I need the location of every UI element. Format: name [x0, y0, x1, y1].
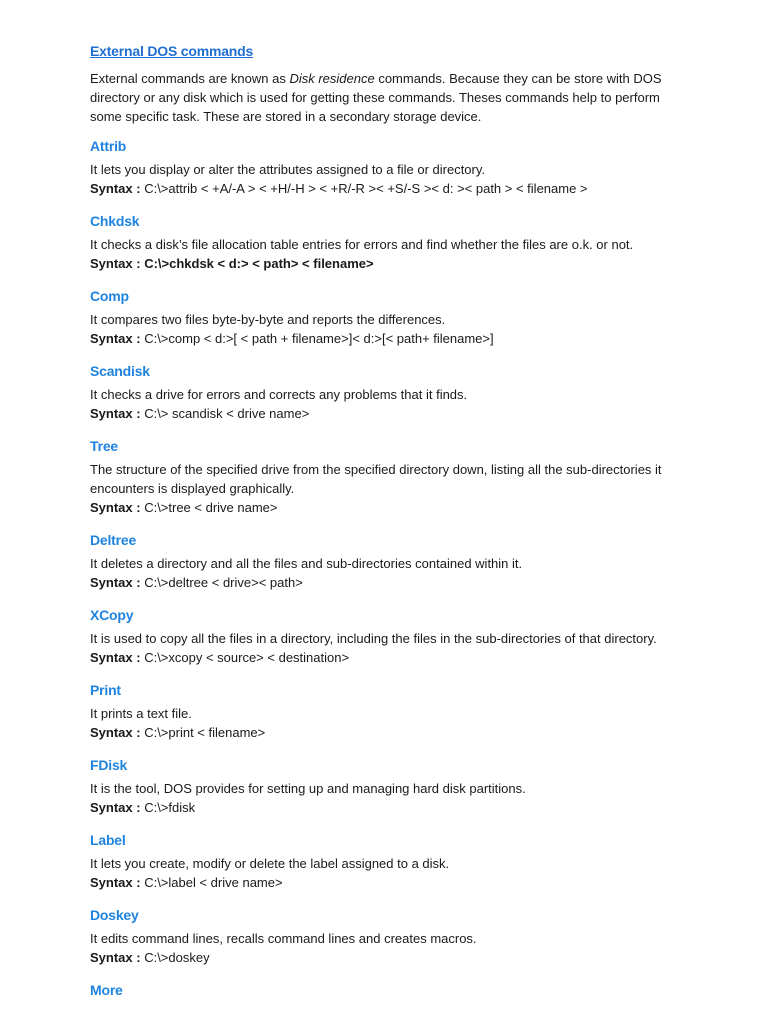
syntax-label: Syntax :: [90, 650, 145, 665]
intro-paragraph: [90, 69, 690, 126]
command-syntax: [90, 648, 690, 667]
syntax-label: Syntax :: [90, 725, 145, 740]
command-section-print: [90, 681, 690, 742]
syntax-value: C:\>attrib < +A/-A > < +H/-H > < +R/-R >< +S/-S >< d: >< path > < filename >: [144, 181, 588, 196]
command-heading: Print: [90, 682, 121, 698]
command-heading: FDisk: [90, 757, 128, 773]
command-description: It compares two files byte-by-byte and reports the differences.: [90, 312, 446, 327]
syntax-value: C:\>tree < drive name>: [144, 500, 278, 515]
intro-text-after: commands. Because they can be store with DOS directory or any disk which is used for getting these commands. Theses commands help to perform some specific task. These are stored in a secondary storage device.: [90, 71, 662, 124]
command-heading: Deltree: [90, 532, 137, 548]
command-syntax: [90, 404, 690, 423]
command-description: It is the tool, DOS provides for setting up and managing hard disk partitions.: [90, 781, 526, 796]
command-syntax: [90, 798, 690, 817]
syntax-label: Syntax :: [90, 950, 145, 965]
command-section-scandisk: [90, 362, 690, 423]
command-description: It lets you display or alter the attributes assigned to a file or directory.: [90, 162, 486, 177]
command-syntax: [90, 329, 690, 348]
syntax-value: C:\>doskey: [144, 950, 210, 965]
syntax-label: Syntax :: [90, 575, 145, 590]
command-heading: Label: [90, 832, 126, 848]
syntax-label: Syntax :: [90, 500, 145, 515]
command-description: It edits command lines, recalls command lines and creates macros.: [90, 931, 477, 946]
command-section-doskey: [90, 906, 690, 967]
command-heading: Comp: [90, 288, 129, 304]
command-heading: Scandisk: [90, 363, 150, 379]
command-heading: Tree: [90, 438, 118, 454]
syntax-label: Syntax :: [90, 256, 145, 271]
command-description: It is used to copy all the files in a directory, including the files in the sub-directories of that directory.: [90, 631, 657, 646]
intro-text-before: External commands are known as: [90, 71, 290, 86]
command-heading: Chkdsk: [90, 213, 140, 229]
command-syntax: [90, 723, 690, 742]
command-syntax: [90, 573, 690, 592]
command-section-fdisk: [90, 756, 690, 817]
command-heading: Attrib: [90, 138, 127, 154]
document-page: [90, 42, 690, 1014]
command-description: It prints a text file.: [90, 706, 192, 721]
command-syntax: [90, 948, 690, 967]
command-section-chkdsk: [90, 212, 690, 273]
command-section-attrib: [90, 137, 690, 198]
syntax-value: C:\>fdisk: [144, 800, 196, 815]
command-heading: XCopy: [90, 607, 134, 623]
command-description: It lets you create, modify or delete the label assigned to a disk.: [90, 856, 450, 871]
command-syntax: [90, 498, 690, 517]
page-title: External DOS commands: [90, 43, 254, 59]
command-section-more: [90, 981, 690, 1000]
syntax-value: C:\> scandisk < drive name>: [144, 406, 310, 421]
command-section-deltree: [90, 531, 690, 592]
syntax-value: C:\>label < drive name>: [144, 875, 283, 890]
syntax-value: C:\>xcopy < source> < destination>: [144, 650, 350, 665]
command-syntax: [90, 254, 690, 273]
command-section-label: [90, 831, 690, 892]
command-section-xcopy: [90, 606, 690, 667]
syntax-value: C:\>print < filename>: [144, 725, 266, 740]
syntax-label: Syntax :: [90, 406, 145, 421]
command-syntax: [90, 873, 690, 892]
command-description: It checks a drive for errors and corrects any problems that it finds.: [90, 387, 468, 402]
command-description: It checks a disk’s file allocation table entries for errors and find whether the files are o.k. or not.: [90, 237, 634, 252]
command-description: It deletes a directory and all the files and sub-directories contained within it.: [90, 556, 523, 571]
command-heading: More: [90, 982, 123, 998]
syntax-label: Syntax :: [90, 800, 145, 815]
syntax-label: Syntax :: [90, 331, 145, 346]
command-description: The structure of the specified drive from the specified directory down, listing all the sub-directories it encounters is displayed graphically.: [90, 462, 662, 496]
syntax-label: Syntax :: [90, 181, 145, 196]
command-heading: Doskey: [90, 907, 139, 923]
syntax-value: C:\>chkdsk < d:> < path> < filename>: [144, 256, 374, 271]
syntax-value: C:\>comp < d:>[ < path + filename>]< d:>[< path+ filename>]: [144, 331, 494, 346]
command-syntax: [90, 179, 690, 198]
syntax-value: C:\>deltree < drive>< path>: [144, 575, 303, 590]
intro-emphasis: Disk residence: [289, 71, 375, 86]
syntax-label: Syntax :: [90, 875, 145, 890]
command-section-tree: [90, 437, 690, 517]
command-section-comp: [90, 287, 690, 348]
